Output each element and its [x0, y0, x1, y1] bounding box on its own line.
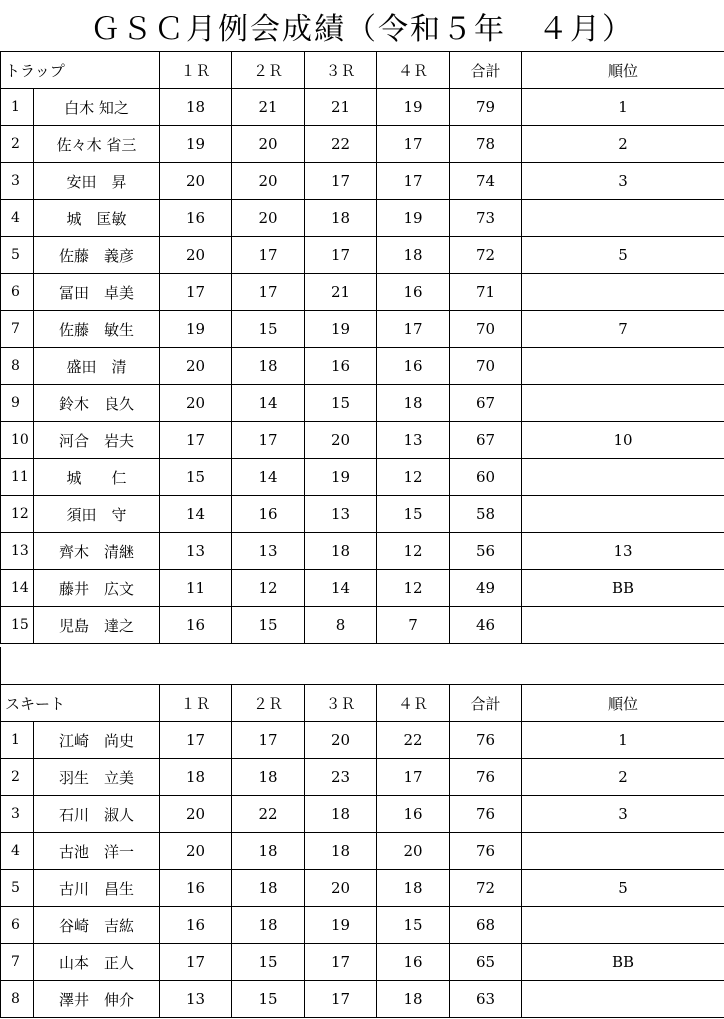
- round-1-score: 13: [160, 981, 232, 1018]
- section-gap: [0, 647, 724, 684]
- round-2-score: 18: [232, 870, 305, 907]
- rank: [522, 907, 724, 944]
- round-4-score: 17: [377, 311, 450, 348]
- shooter-name: 佐々木 省三: [34, 126, 160, 163]
- total-score: 72: [450, 237, 522, 274]
- rank: 5: [522, 870, 724, 907]
- row-number: 10: [1, 422, 34, 459]
- total-score: 70: [450, 348, 522, 385]
- round-4-score: 19: [377, 200, 450, 237]
- row-number: 5: [1, 237, 34, 274]
- round-4-score: 12: [377, 533, 450, 570]
- row-number: 4: [1, 200, 34, 237]
- total-score: 71: [450, 274, 522, 311]
- shooter-name: 齊木 清継: [34, 533, 160, 570]
- round-3-score: 17: [305, 944, 377, 981]
- table-row: [1, 833, 724, 870]
- round-4-score: 17: [377, 163, 450, 200]
- row-number: 11: [1, 459, 34, 496]
- round-3-score: 14: [305, 570, 377, 607]
- row-number: 6: [1, 907, 34, 944]
- round-2-score: 14: [232, 459, 305, 496]
- table-row: [1, 311, 724, 348]
- table-row: [1, 348, 724, 385]
- round-4-score: 17: [377, 126, 450, 163]
- round-2-score: 20: [232, 126, 305, 163]
- shooter-name: 冨田 卓美: [34, 274, 160, 311]
- row-number: 1: [1, 722, 34, 759]
- row-number: 8: [1, 348, 34, 385]
- row-number: 15: [1, 607, 34, 644]
- table-row: [1, 722, 724, 759]
- column-header: 合計: [450, 52, 522, 89]
- table-row: [1, 944, 724, 981]
- table-row: [1, 981, 724, 1018]
- row-number: 7: [1, 944, 34, 981]
- shooter-name: 佐藤 義彦: [34, 237, 160, 274]
- table-row: [1, 570, 724, 607]
- round-4-score: 18: [377, 870, 450, 907]
- shooter-name: 安田 昇: [34, 163, 160, 200]
- row-number: 4: [1, 833, 34, 870]
- shooter-name: 江崎 尚史: [34, 722, 160, 759]
- round-1-score: 16: [160, 907, 232, 944]
- round-4-score: 16: [377, 796, 450, 833]
- round-4-score: 16: [377, 274, 450, 311]
- table-row: [1, 496, 724, 533]
- round-3-score: 20: [305, 422, 377, 459]
- page-title: ＧＳＣ月例会成績（令和５年 ４月）: [90, 11, 634, 47]
- round-4-score: 22: [377, 722, 450, 759]
- round-2-score: 17: [232, 722, 305, 759]
- round-3-score: 21: [305, 89, 377, 126]
- table-row: [1, 163, 724, 200]
- rank: 13: [522, 533, 724, 570]
- trap-header-row: [1, 52, 724, 89]
- rank: [522, 274, 724, 311]
- round-2-score: 20: [232, 163, 305, 200]
- round-1-score: 17: [160, 944, 232, 981]
- table-row: [1, 796, 724, 833]
- row-number: 12: [1, 496, 34, 533]
- column-header: 順位: [522, 52, 724, 89]
- round-3-score: 15: [305, 385, 377, 422]
- row-number: 6: [1, 274, 34, 311]
- row-number: 5: [1, 870, 34, 907]
- table-row: [1, 200, 724, 237]
- rank: [522, 385, 724, 422]
- round-2-score: 15: [232, 944, 305, 981]
- round-3-score: 8: [305, 607, 377, 644]
- rank: [522, 833, 724, 870]
- round-2-score: 18: [232, 759, 305, 796]
- round-1-score: 19: [160, 311, 232, 348]
- total-score: 65: [450, 944, 522, 981]
- total-score: 72: [450, 870, 522, 907]
- round-2-score: 21: [232, 89, 305, 126]
- column-header: ４Ｒ: [377, 52, 450, 89]
- rank: 5: [522, 237, 724, 274]
- round-2-score: 15: [232, 607, 305, 644]
- rank: 1: [522, 89, 724, 126]
- table-row: [1, 126, 724, 163]
- round-1-score: 20: [160, 163, 232, 200]
- round-4-score: 13: [377, 422, 450, 459]
- round-4-score: 20: [377, 833, 450, 870]
- round-4-score: 16: [377, 348, 450, 385]
- rank: 2: [522, 126, 724, 163]
- round-1-score: 16: [160, 870, 232, 907]
- total-score: 73: [450, 200, 522, 237]
- table-row: [1, 385, 724, 422]
- round-3-score: 19: [305, 311, 377, 348]
- round-2-score: 16: [232, 496, 305, 533]
- total-score: 70: [450, 311, 522, 348]
- round-1-score: 20: [160, 237, 232, 274]
- total-score: 76: [450, 722, 522, 759]
- round-4-score: 18: [377, 237, 450, 274]
- round-2-score: 17: [232, 274, 305, 311]
- row-number: 8: [1, 981, 34, 1018]
- round-1-score: 17: [160, 722, 232, 759]
- total-score: 76: [450, 796, 522, 833]
- table-row: [1, 422, 724, 459]
- table-row: [1, 607, 724, 644]
- total-score: 79: [450, 89, 522, 126]
- column-header: ３Ｒ: [305, 52, 377, 89]
- shooter-name: 石川 淑人: [34, 796, 160, 833]
- round-1-score: 11: [160, 570, 232, 607]
- round-2-score: 14: [232, 385, 305, 422]
- round-2-score: 17: [232, 422, 305, 459]
- column-header: ３Ｒ: [305, 685, 377, 722]
- total-score: 68: [450, 907, 522, 944]
- round-2-score: 20: [232, 200, 305, 237]
- round-4-score: 7: [377, 607, 450, 644]
- rank: [522, 459, 724, 496]
- round-1-score: 20: [160, 796, 232, 833]
- column-header: 順位: [522, 685, 724, 722]
- round-1-score: 17: [160, 422, 232, 459]
- skeet-header-row: [1, 685, 724, 722]
- table-row: [1, 759, 724, 796]
- round-1-score: 16: [160, 200, 232, 237]
- round-1-score: 17: [160, 274, 232, 311]
- row-number: 7: [1, 311, 34, 348]
- row-number: 13: [1, 533, 34, 570]
- round-3-score: 18: [305, 200, 377, 237]
- round-1-score: 16: [160, 607, 232, 644]
- round-1-score: 15: [160, 459, 232, 496]
- rank: 1: [522, 722, 724, 759]
- table-row: [1, 89, 724, 126]
- round-4-score: 18: [377, 385, 450, 422]
- round-1-score: 14: [160, 496, 232, 533]
- total-score: 49: [450, 570, 522, 607]
- round-3-score: 21: [305, 274, 377, 311]
- round-1-score: 20: [160, 348, 232, 385]
- round-1-score: 20: [160, 385, 232, 422]
- total-score: 76: [450, 759, 522, 796]
- shooter-name: 盛田 清: [34, 348, 160, 385]
- round-3-score: 19: [305, 907, 377, 944]
- shooter-name: 羽生 立美: [34, 759, 160, 796]
- column-header: ４Ｒ: [377, 685, 450, 722]
- rank: 7: [522, 311, 724, 348]
- rank: 2: [522, 759, 724, 796]
- shooter-name: 児島 達之: [34, 607, 160, 644]
- total-score: 63: [450, 981, 522, 1018]
- total-score: 67: [450, 422, 522, 459]
- skeet-results-table: [0, 684, 724, 1018]
- row-number: 14: [1, 570, 34, 607]
- table-row: [1, 237, 724, 274]
- round-3-score: 17: [305, 981, 377, 1018]
- round-4-score: 12: [377, 459, 450, 496]
- total-score: 46: [450, 607, 522, 644]
- round-3-score: 18: [305, 533, 377, 570]
- round-3-score: 19: [305, 459, 377, 496]
- rank: 3: [522, 163, 724, 200]
- table-row: [1, 274, 724, 311]
- table-row: [1, 459, 724, 496]
- shooter-name: 河合 岩夫: [34, 422, 160, 459]
- column-header: 合計: [450, 685, 522, 722]
- round-4-score: 15: [377, 907, 450, 944]
- round-2-score: 18: [232, 907, 305, 944]
- total-score: 76: [450, 833, 522, 870]
- round-2-score: 17: [232, 237, 305, 274]
- rank: BB: [522, 570, 724, 607]
- column-header: １Ｒ: [160, 685, 232, 722]
- shooter-name: 白木 知之: [34, 89, 160, 126]
- total-score: 67: [450, 385, 522, 422]
- round-3-score: 17: [305, 163, 377, 200]
- round-2-score: 18: [232, 348, 305, 385]
- table-row: [1, 533, 724, 570]
- round-4-score: 12: [377, 570, 450, 607]
- round-3-score: 23: [305, 759, 377, 796]
- shooter-name: 須田 守: [34, 496, 160, 533]
- shooter-name: 城 匡敏: [34, 200, 160, 237]
- round-4-score: 17: [377, 759, 450, 796]
- round-4-score: 18: [377, 981, 450, 1018]
- round-3-score: 20: [305, 870, 377, 907]
- round-3-score: 13: [305, 496, 377, 533]
- shooter-name: 鈴木 良久: [34, 385, 160, 422]
- column-header: １Ｒ: [160, 52, 232, 89]
- row-number: 3: [1, 163, 34, 200]
- shooter-name: 古川 昌生: [34, 870, 160, 907]
- round-2-score: 18: [232, 833, 305, 870]
- round-2-score: 22: [232, 796, 305, 833]
- rank: [522, 981, 724, 1018]
- round-3-score: 16: [305, 348, 377, 385]
- round-4-score: 15: [377, 496, 450, 533]
- rank: [522, 200, 724, 237]
- trap-results-table: [0, 51, 724, 644]
- round-3-score: 22: [305, 126, 377, 163]
- total-score: 58: [450, 496, 522, 533]
- section-label: スキート: [1, 685, 160, 722]
- total-score: 78: [450, 126, 522, 163]
- rank: BB: [522, 944, 724, 981]
- round-3-score: 17: [305, 237, 377, 274]
- row-number: 9: [1, 385, 34, 422]
- column-header: ２Ｒ: [232, 52, 305, 89]
- shooter-name: 澤井 伸介: [34, 981, 160, 1018]
- round-2-score: 15: [232, 311, 305, 348]
- row-number: 2: [1, 759, 34, 796]
- total-score: 74: [450, 163, 522, 200]
- shooter-name: 古池 洋一: [34, 833, 160, 870]
- round-4-score: 19: [377, 89, 450, 126]
- shooter-name: 佐藤 敏生: [34, 311, 160, 348]
- rank: [522, 607, 724, 644]
- round-1-score: 19: [160, 126, 232, 163]
- shooter-name: 山本 正人: [34, 944, 160, 981]
- round-1-score: 20: [160, 833, 232, 870]
- rank: [522, 496, 724, 533]
- round-1-score: 18: [160, 89, 232, 126]
- round-1-score: 18: [160, 759, 232, 796]
- round-4-score: 16: [377, 944, 450, 981]
- round-2-score: 12: [232, 570, 305, 607]
- table-row: [1, 870, 724, 907]
- row-number: 3: [1, 796, 34, 833]
- shooter-name: 谷崎 吉紘: [34, 907, 160, 944]
- shooter-name: 城 仁: [34, 459, 160, 496]
- rank: [522, 348, 724, 385]
- column-header: ２Ｒ: [232, 685, 305, 722]
- rank: 10: [522, 422, 724, 459]
- table-row: [1, 907, 724, 944]
- round-2-score: 15: [232, 981, 305, 1018]
- row-number: 1: [1, 89, 34, 126]
- total-score: 60: [450, 459, 522, 496]
- shooter-name: 藤井 広文: [34, 570, 160, 607]
- round-1-score: 13: [160, 533, 232, 570]
- round-3-score: 18: [305, 796, 377, 833]
- round-3-score: 18: [305, 833, 377, 870]
- section-label: トラップ: [1, 52, 160, 89]
- total-score: 56: [450, 533, 522, 570]
- rank: 3: [522, 796, 724, 833]
- round-2-score: 13: [232, 533, 305, 570]
- round-3-score: 20: [305, 722, 377, 759]
- row-number: 2: [1, 126, 34, 163]
